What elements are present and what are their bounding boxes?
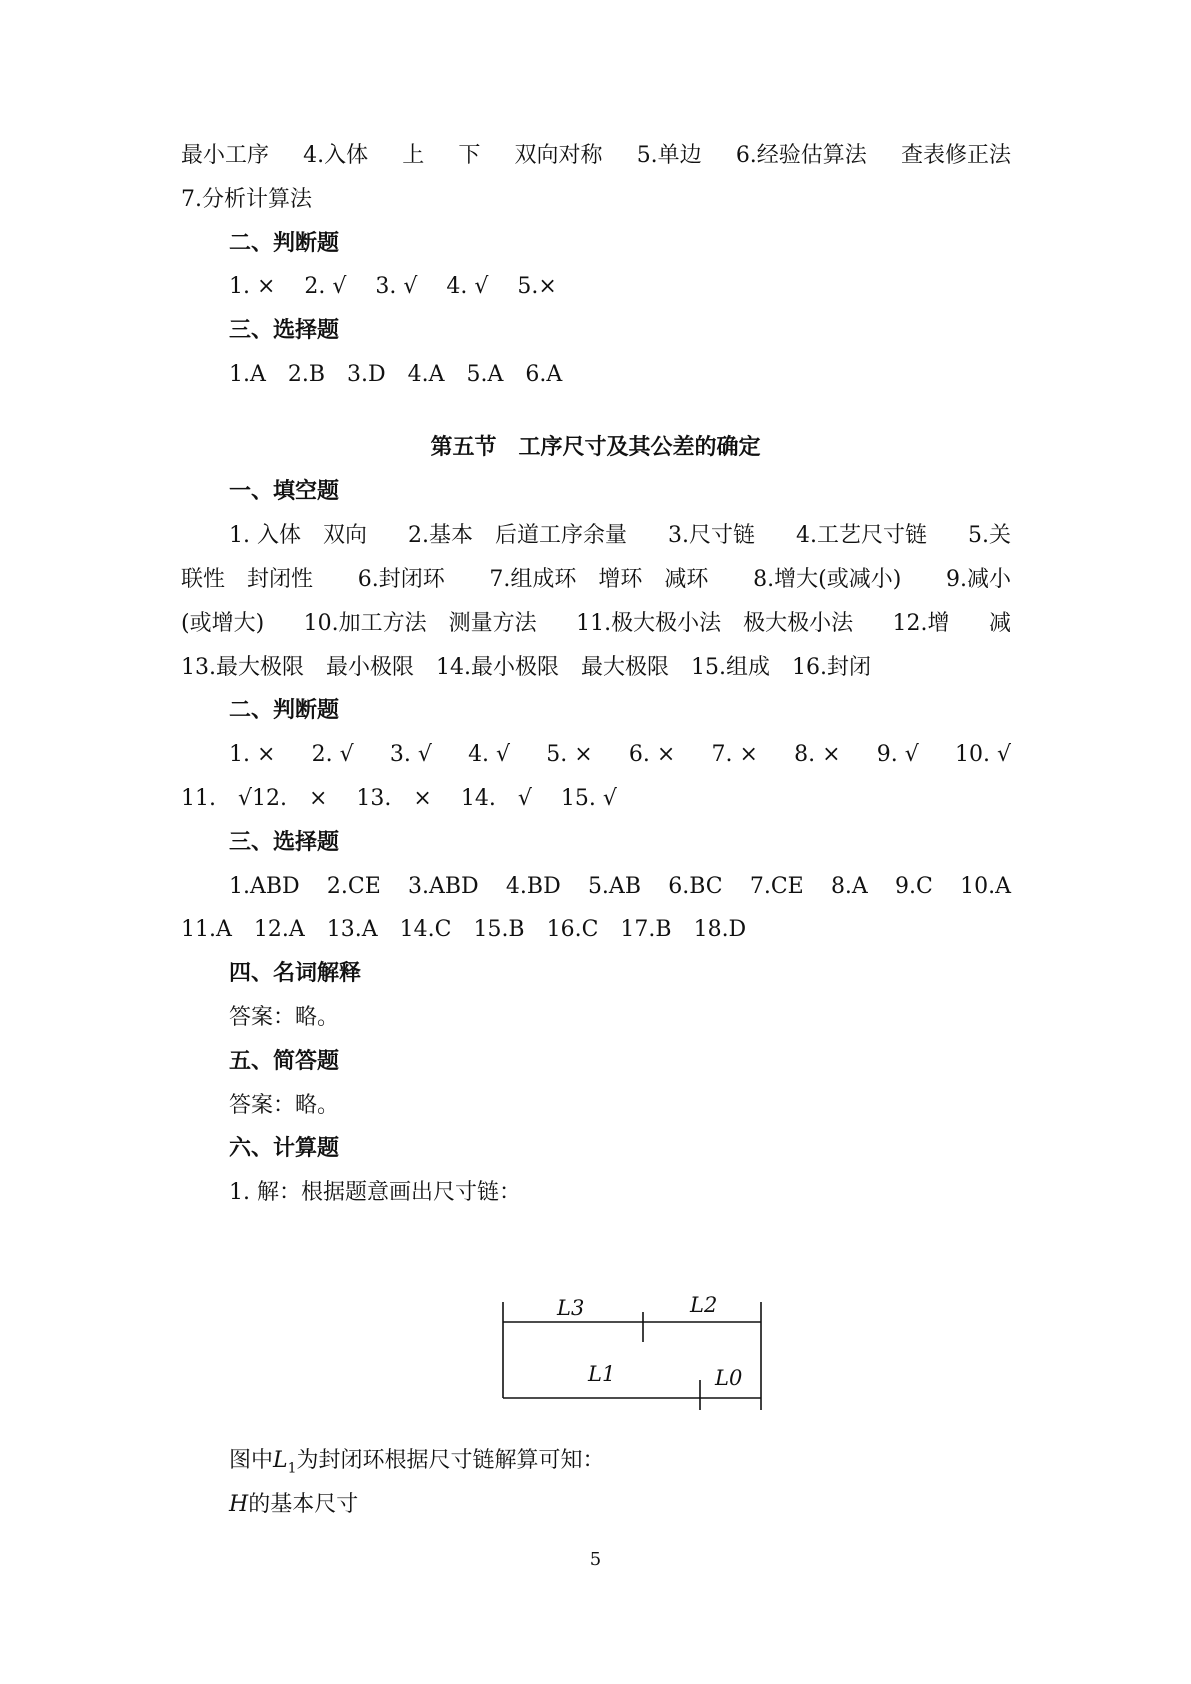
text-span: 10.A [960, 874, 1011, 899]
text-span: 4.工艺尺寸链 [795, 523, 927, 548]
section-heading: 五、简答题 [229, 1049, 340, 1074]
variable-l: L [273, 1448, 288, 1473]
text-span: 3.尺寸链 [667, 523, 755, 548]
text-span: 5.单边 [636, 143, 702, 168]
page-number: 5 [589, 1549, 602, 1570]
section-heading: 三、选择题 [229, 830, 340, 855]
text-span: 1.ABD [229, 874, 300, 899]
answer-line: 1. × 2. √ 3. √ 4. √ 5.× [229, 274, 557, 299]
section-title: 第五节 工序尺寸及其公差的确定 [430, 435, 761, 460]
text-span: 最小工序 [181, 143, 270, 168]
text-span: 2.CE [326, 874, 381, 899]
section-heading: 四、名词解释 [229, 961, 362, 986]
answer-line [229, 739, 1191, 771]
justified-line [229, 871, 1011, 903]
text-line [229, 520, 1191, 552]
label-l1: L1 [588, 1362, 616, 1386]
text-span: 的基本尺寸 [248, 1492, 359, 1517]
text-line [181, 140, 1191, 172]
text-line [229, 1489, 1191, 1521]
text-span: 查表修正法 [900, 143, 1011, 168]
justified-line [181, 140, 1011, 172]
text-span: 8.A [830, 874, 868, 899]
text-span: 7.组成环 增环 减环 [489, 567, 709, 592]
text-span: 9. √ [876, 742, 919, 767]
section-heading: 六、计算题 [229, 1136, 340, 1161]
label-l0: L0 [715, 1366, 743, 1390]
text-line [181, 564, 1191, 596]
justified-line [181, 564, 1011, 596]
subscript: 1 [287, 1460, 297, 1477]
section-heading: 一、填空题 [229, 479, 340, 504]
text-line: 7.分析计算法 [181, 187, 312, 212]
justified-line [229, 520, 1011, 552]
text-span: 联性 封闭性 [181, 567, 314, 592]
dimension-chain-diagram [495, 1280, 785, 1420]
text-span: 8.增大(或减小) [753, 567, 902, 592]
text-span: 图中 [229, 1448, 274, 1473]
text-span: 1. 入体 双向 [229, 523, 367, 548]
text-span: 双向对称 [514, 143, 603, 168]
answer-line [229, 871, 1191, 903]
label-l3: L3 [557, 1296, 585, 1320]
text-line: 1. 解：根据题意画出尺寸链： [229, 1180, 521, 1205]
justified-line [181, 608, 1011, 640]
answer-line: 答案：略。 [229, 1093, 340, 1118]
text-span: 11.极大极小法 极大极小法 [576, 611, 854, 636]
text-span: 5.AB [587, 874, 641, 899]
section-heading: 二、判断题 [229, 231, 340, 256]
text-span: 2. √ [311, 742, 354, 767]
section-heading: 三、选择题 [229, 318, 340, 343]
text-span: 6.经验估算法 [735, 143, 867, 168]
text-span: 12.增 [892, 611, 950, 636]
text-span: 4.入体 [303, 143, 369, 168]
text-span: 3. √ [389, 742, 432, 767]
text-span: 9.减小 [946, 567, 1011, 592]
text-span: 下 [458, 143, 481, 168]
text-span: 3.ABD [408, 874, 479, 899]
text-span: 6. × [628, 742, 676, 767]
text-span: 上 [402, 143, 425, 168]
text-span: 为封闭环根据尺寸链解算可知： [296, 1448, 605, 1473]
text-line [181, 608, 1191, 640]
text-span: 8. × [794, 742, 841, 767]
text-span: 6.BC [668, 874, 723, 899]
text-span: 7.CE [749, 874, 804, 899]
text-span: 5. × [546, 742, 593, 767]
text-span: 4.BD [505, 874, 561, 899]
text-line: 13.最大极限 最小极限 14.最小极限 最大极限 15.组成 16.封闭 [181, 655, 871, 680]
variable-h: H [229, 1492, 249, 1517]
text-span: 4. √ [468, 742, 511, 767]
text-span: 10. √ [955, 742, 1011, 767]
text-span: 9.C [895, 874, 933, 899]
text-span: (或增大) [181, 611, 265, 636]
text-span: 6.封闭环 [357, 567, 445, 592]
answer-line: 11.A 12.A 13.A 14.C 15.B 16.C 17.B 18.D [181, 917, 747, 942]
label-l2: L2 [690, 1293, 718, 1317]
answer-line: 1.A 2.B 3.D 4.A 5.A 6.A [229, 362, 563, 387]
text-span: 5.关 [967, 523, 1011, 548]
text-span: 2.基本 后道工序余量 [407, 523, 627, 548]
answer-line: 答案：略。 [229, 1005, 340, 1030]
text-span: 1. × [229, 742, 276, 767]
section-heading: 二、判断题 [229, 698, 340, 723]
text-span: 减 [988, 611, 1011, 636]
justified-line [229, 739, 1011, 771]
answer-line: 11. √12. × 13. × 14. √ 15. √ [181, 786, 617, 811]
text-line [229, 1445, 1191, 1477]
text-span: 10.加工方法 测量方法 [303, 611, 537, 636]
text-span: 7. × [711, 742, 758, 767]
